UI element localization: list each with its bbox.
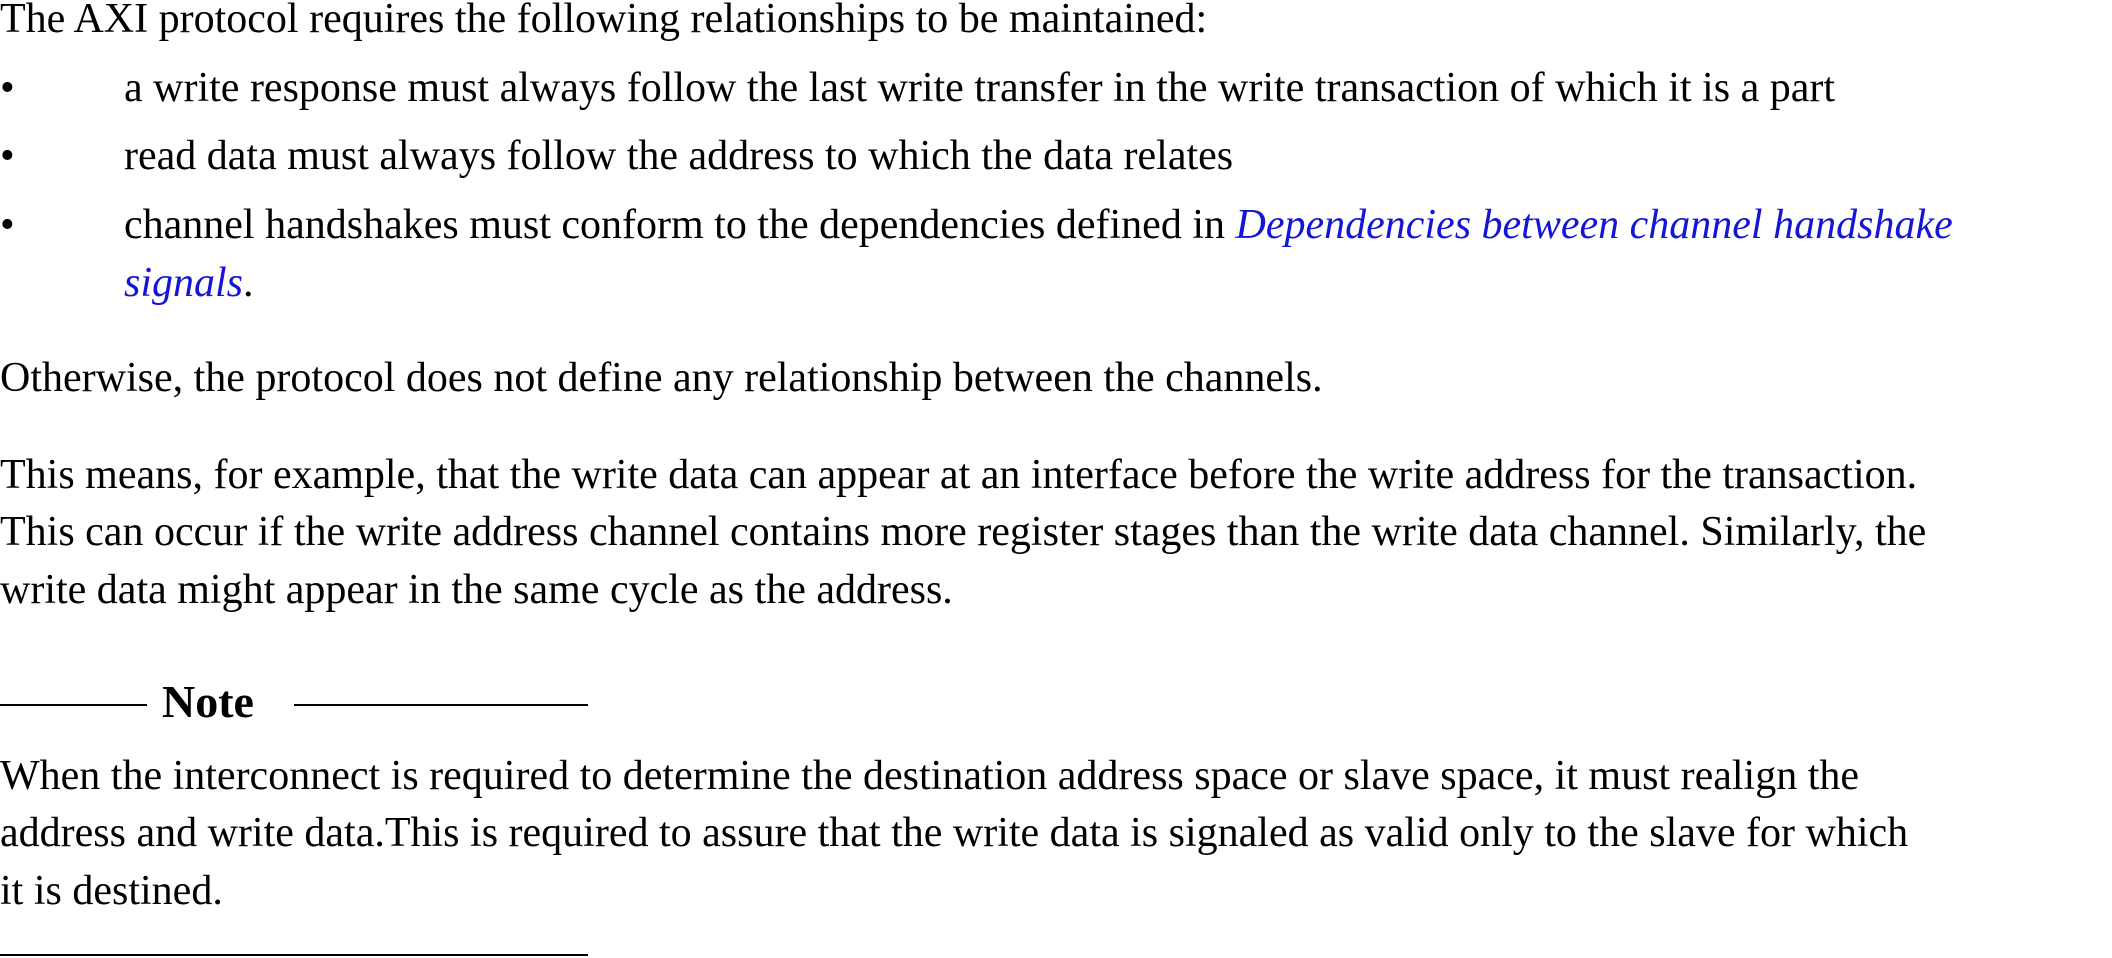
note-heading: Note [162, 676, 254, 727]
bullet-item-text: channel handshakes must conform to the dependencies defined in [124, 202, 1236, 248]
bullet-marker: • [0, 65, 15, 111]
note-rule-left [0, 704, 147, 706]
example-paragraph-line: This can occur if the write address channel contains more register stages than the write data channel. Similarly, the [0, 509, 1927, 555]
bullet-item: read data must always follow the address to which the data relates [124, 133, 1234, 179]
cross-reference-link-continuation[interactable]: signals [124, 260, 244, 306]
note-body-line: When the interconnect is required to determine the destination address space or slave space, it must realign the [0, 753, 1860, 799]
intro-paragraph: The AXI protocol requires the following relationships to be maintained: [0, 0, 1208, 42]
bullet-item-punctuation: . [243, 260, 254, 306]
note-body-line: address and write data.This is required to assure that the write data is signaled as valid only to the slave for which [0, 810, 1909, 856]
bullet-marker: • [0, 202, 15, 248]
bullet-item [124, 196, 1953, 254]
example-paragraph-line: This means, for example, that the write data can appear at an interface before the write address for the transaction. [0, 452, 1918, 498]
note-rule-bottom [0, 954, 588, 956]
note-body-line: it is destined. [0, 868, 223, 914]
cross-reference-link[interactable]: Dependencies between channel handshake [1235, 202, 1953, 248]
bullet-marker: • [0, 133, 15, 179]
example-paragraph-line: write data might appear in the same cycle as the address. [0, 567, 953, 613]
bullet-item-continuation [124, 254, 254, 312]
note-rule-right [294, 704, 588, 706]
otherwise-paragraph: Otherwise, the protocol does not define any relationship between the channels. [0, 355, 1323, 401]
bullet-item: a write response must always follow the last write transfer in the write transaction of which it is a part [124, 65, 1836, 111]
